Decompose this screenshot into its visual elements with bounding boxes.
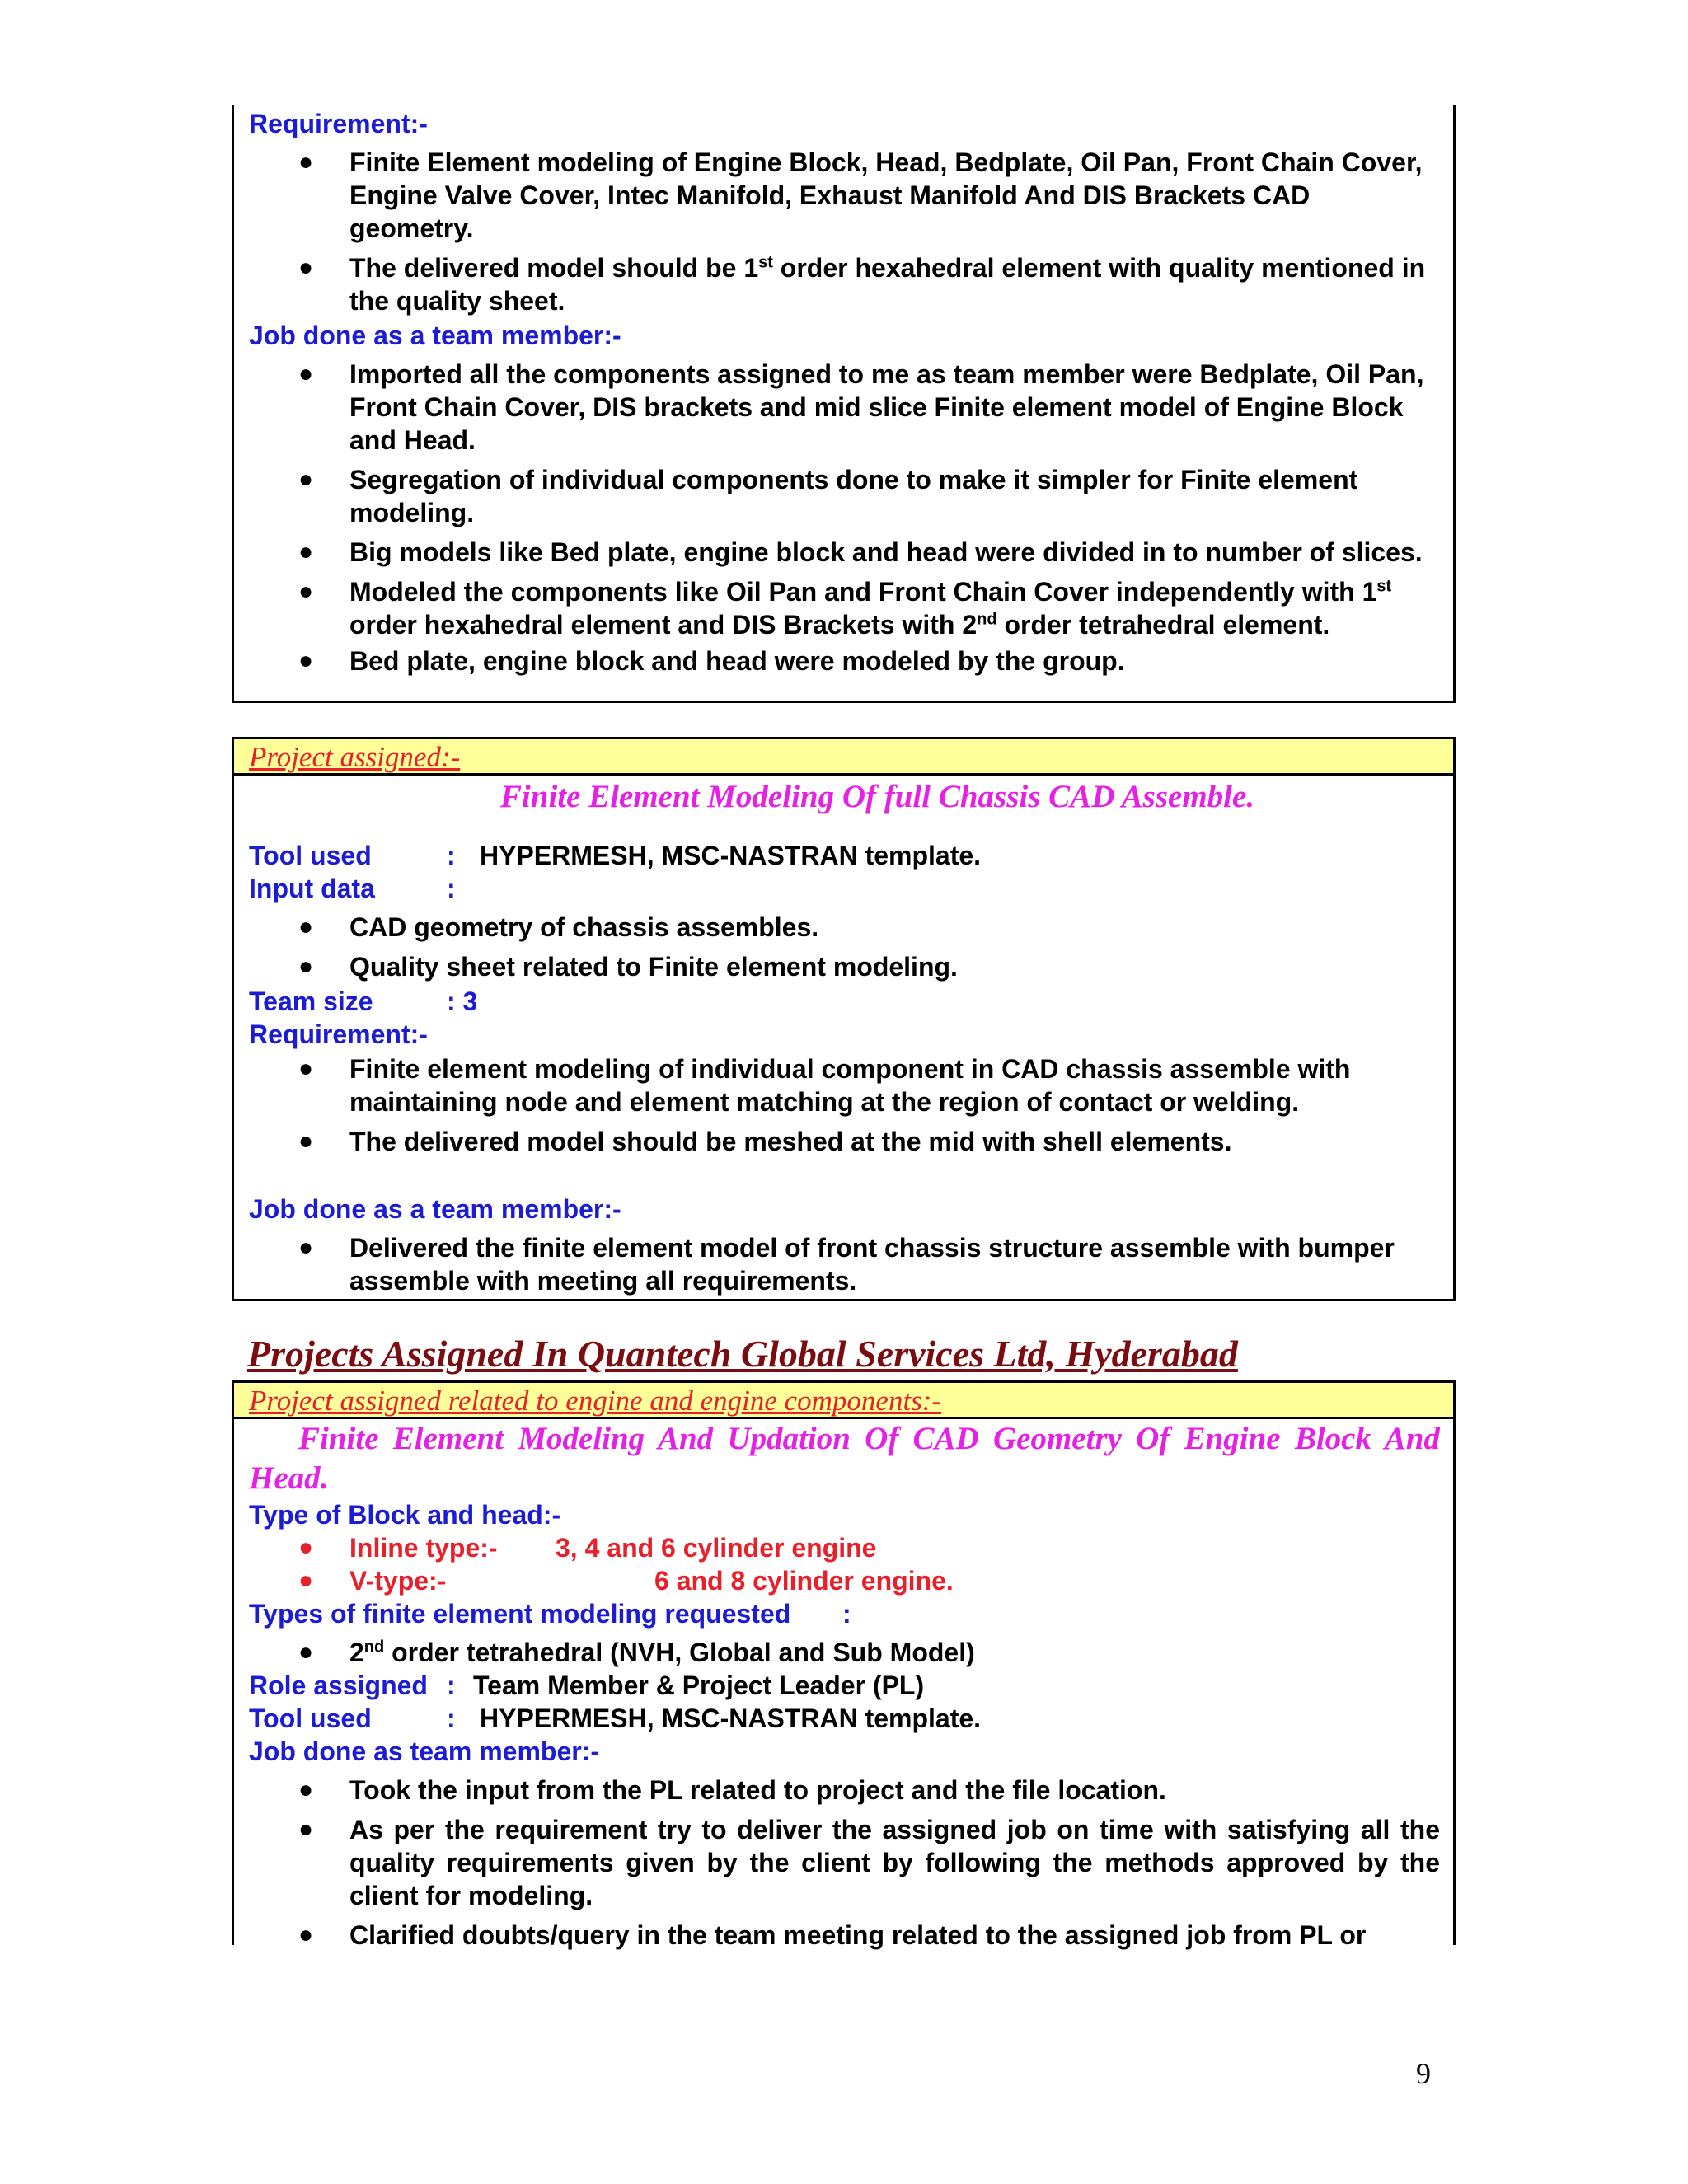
job-done-list [249,358,1440,677]
bullet-icon: ● [298,1638,314,1666]
tool-used-row: Tool used : HYPERMESH, MSC-NASTRAN template. [249,1704,982,1733]
bullet-icon: ● [298,538,314,565]
list-item: ● Big models like Bed plate, engine block and head were divided in to number of slices. [298,537,1423,567]
project-assigned-band: Project assigned related to engine and engine components:- [234,1383,1453,1419]
bullet-icon: ● [298,466,314,493]
bullet-icon: ● [298,578,314,605]
bullet-icon: ● [298,1234,314,1261]
list-item: ● Delivered the finite element model of front chassis structure assemble with bumper assemble with meeting all requirements. [298,1233,1395,1296]
list-item: ● V-type:- 6 and 8 cylinder engine. [298,1566,954,1596]
list-item: ● As per the requirement try to deliver the assigned job on time with satisfying all the quality requirements given by the client by following the methods approved by the client for modeling. [298,1815,1440,1910]
list-item: ● Finite Element modeling of Engine Block, Head, Bedplate, Oil Pan, Front Chain Cover, Engine Valve Cover, Intec Manifold, Exhaust Manifold And DIS Brackets CAD geometry. [298,148,1423,243]
bullet-icon: ● [298,1055,314,1082]
input-data-list [249,911,1440,983]
project-title: Finite Element Modeling And Updation Of CAD Geometry Of Engine Block And Head. [249,1421,1440,1496]
list-item: ● Clarified doubts/query in the team meeting related to the assigned job from PL or [298,1920,1367,1950]
chassis-project-box [232,737,1456,1301]
tool-used-row: Tool used : HYPERMESH, MSC-NASTRAN template. [249,841,982,870]
requirement-list [249,1052,1440,1158]
job-done-label: Job done as team member:- [249,1736,599,1766]
list-item: ● 2nd order tetrahedral (NVH, Global and Sub Model) [298,1638,975,1667]
block-type-label: Type of Block and head:- [249,1500,561,1530]
list-item: ● The delivered model should be meshed at the mid with shell elements. [298,1127,1232,1156]
page-number: 9 [1416,2057,1431,2090]
list-item: ● Inline type:- 3, 4 and 6 cylinder engine [298,1533,877,1563]
bullet-icon: ● [298,1921,314,1948]
list-item: ● Quality sheet related to Finite element modeling. [298,952,958,982]
bullet-icon: ● [298,148,314,176]
requirement-label: Requirement:- [249,1019,428,1049]
continuation-box [232,105,1456,703]
section-title: Projects Assigned In Quantech Global Services Ltd, Hyderabad [247,1333,1238,1375]
job-done-label: Job done as a team member:- [249,1194,621,1224]
list-item: ● Segregation of individual components done to make it simpler for Finite element modeling. [298,465,1358,527]
list-item: ● Modeled the components like Oil Pan and Front Chain Cover independently with 1st order hexahedral element and DIS Brackets with 2nd order tetrahedral element. [298,577,1392,640]
team-size-row: Team size : 3 [249,987,478,1016]
role-assigned-row: Role assigned : Team Member & Project Leader (PL) [249,1671,925,1700]
bullet-icon: ● [298,1567,314,1594]
list-item: ● Took the input from the PL related to project and the file location. [298,1775,1166,1805]
list-item: ● Finite element modeling of individual component in CAD chassis assemble with maintaining node and element matching at the region of contact or welding. [298,1054,1351,1117]
job-done-list [249,1231,1440,1297]
list-item: ● The delivered model should be 1st order hexahedral element with quality mentioned in the quality sheet. [298,253,1426,316]
bullet-icon: ● [298,647,314,674]
requirement-label: Requirement:- [249,109,428,138]
engine-project-box [232,1380,1456,1950]
bullet-icon: ● [298,1534,314,1561]
list-item: ● Imported all the components assigned to me as team member were Bedplate, Oil Pan, Front Chain Cover, DIS brackets and mid slice Finite element model of Engine Block and Head. [298,359,1424,455]
bullet-icon: ● [298,254,314,281]
bullet-icon: ● [298,360,314,387]
list-item: ● CAD geometry of chassis assembles. [298,912,819,942]
bullet-icon: ● [298,953,314,980]
list-item: ● Bed plate, engine block and head were modeled by the group. [298,646,1125,676]
job-done-label: Job done as a team member:- [249,321,621,350]
modeling-type-row: Types of finite element modeling requested : [249,1599,851,1629]
project-assigned-band: Project assigned:- [234,739,1453,776]
bullet-icon: ● [298,1127,314,1155]
bullet-icon: ● [298,1816,314,1843]
project-title: Finite Element Modeling Of full Chassis CAD Assemble. [499,779,1255,814]
job-done-list [249,1774,1440,1952]
bullet-icon: ● [298,913,314,940]
requirement-list [249,146,1440,317]
block-type-list [249,1531,1440,1597]
bullet-icon: ● [298,1776,314,1803]
input-data-row: Input data : [249,874,456,903]
modeling-type-list [249,1636,1440,1669]
